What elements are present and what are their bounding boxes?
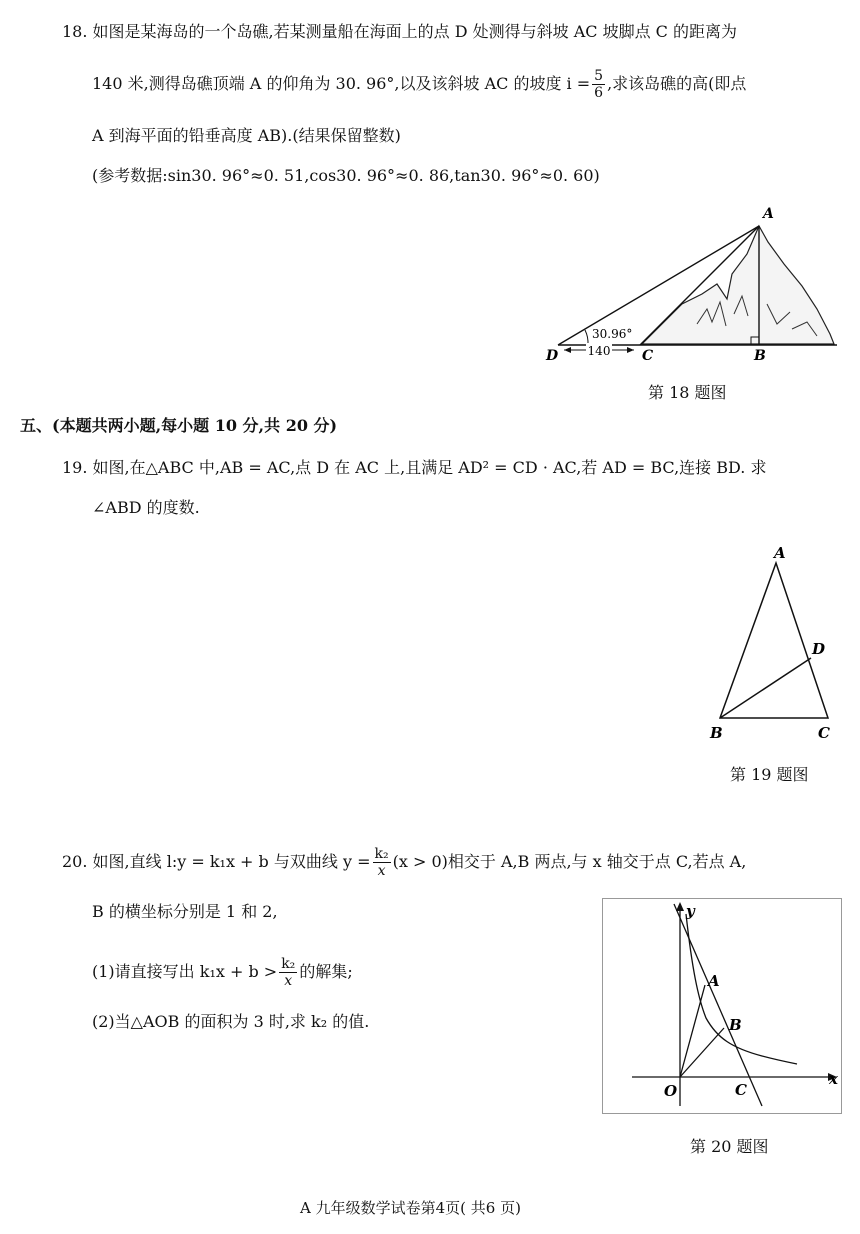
point-B-label: B: [729, 1016, 742, 1034]
fraction-numerator: 5: [594, 68, 604, 84]
point-A-label: A: [763, 206, 774, 222]
slope-fraction: [592, 68, 605, 101]
page-footer: A 九年级数学试卷第4页( 共6 页): [300, 1199, 521, 1217]
q19-figure: [686, 538, 846, 746]
arrowhead-right: [627, 347, 634, 353]
hyperbola-fraction: [373, 846, 391, 879]
q18-line1: 18. 如图是某海岛的一个岛礁,若某测量船在海面上的点 D 处测得与斜坡 AC 坡脚点 C 的距离为: [62, 22, 738, 41]
q18-line4: (参考数据:sin30. 96°≈0. 51,cos30. 96°≈0. 86,tan30. 96°≈0. 60): [92, 166, 600, 185]
q18-caption: 第 18 题图: [648, 383, 727, 402]
x-axis-label: x: [829, 1070, 838, 1088]
segment-BD: [720, 658, 811, 718]
arrowhead-left: [564, 347, 571, 353]
q20-line1a: 20. 如图,直线 l:y = k₁x + b 与双曲线 y =: [62, 852, 371, 871]
point-D-label: D: [546, 348, 559, 364]
point-B-label: B: [754, 348, 766, 364]
q20-caption: 第 20 题图: [690, 1137, 769, 1156]
point-A-label: A: [774, 544, 786, 562]
q19-line2: ∠ABD 的度数.: [92, 498, 200, 517]
fraction-denominator: x: [377, 863, 386, 879]
inequality-fraction: [279, 956, 297, 989]
q18-line2a: 140 米,测得岛礁顶端 A 的仰角为 30. 96°,以及该斜坡 AC 的坡度 i =: [92, 74, 591, 93]
q18-figure: [522, 204, 842, 364]
q18-line2: [92, 68, 746, 101]
point-O-label: O: [664, 1082, 678, 1100]
point-A-label: A: [708, 972, 720, 990]
hyperbola-curve: [686, 914, 797, 1064]
q20-part2: (2)当△AOB 的面积为 3 时,求 k₂ 的值.: [92, 1012, 370, 1031]
y-axis-label: y: [686, 902, 695, 920]
q20-part1b: 的解集;: [299, 962, 353, 981]
section-heading: 五、(本题共两小题,每小题 10 分,共 20 分): [20, 416, 338, 435]
line-l: [674, 904, 762, 1106]
q20-part1a: (1)请直接写出 k₁x + b >: [92, 962, 278, 981]
q20-figure: [602, 898, 842, 1114]
q19-line1: 19. 如图,在△ABC 中,AB = AC,点 D 在 AC 上,且满足 AD² = CD · AC,若 AD = BC,连接 BD. 求: [62, 458, 767, 477]
island-outline: [642, 226, 834, 344]
point-C-label: C: [818, 724, 830, 742]
fraction-numerator: k₂: [281, 956, 296, 972]
fraction-numerator: k₂: [374, 846, 389, 862]
point-B-label: B: [710, 724, 723, 742]
q18-line2b: ,求该岛礁的高(即点: [607, 74, 747, 93]
q20-line1: [62, 846, 746, 879]
y-axis-arrow: [676, 902, 684, 911]
fraction-denominator: x: [284, 973, 293, 989]
q20-line2: B 的横坐标分别是 1 和 2,: [92, 902, 278, 921]
q18-line3: A 到海平面的铅垂高度 AB).(结果保留整数): [92, 126, 401, 145]
point-D-label: D: [812, 640, 826, 658]
q20-line1b: (x > 0)相交于 A,B 两点,与 x 轴交于点 C,若点 A,: [392, 852, 747, 871]
q20-part1: [92, 956, 353, 989]
point-C-label: C: [642, 348, 654, 364]
angle-label: 30.96°: [592, 327, 633, 341]
angle-arc: [585, 330, 588, 345]
fraction-denominator: 6: [594, 85, 604, 101]
point-C-label: C: [735, 1081, 747, 1099]
figure-frame: [603, 899, 842, 1114]
q19-caption: 第 19 题图: [730, 765, 809, 784]
distance-label: 140: [587, 344, 611, 358]
